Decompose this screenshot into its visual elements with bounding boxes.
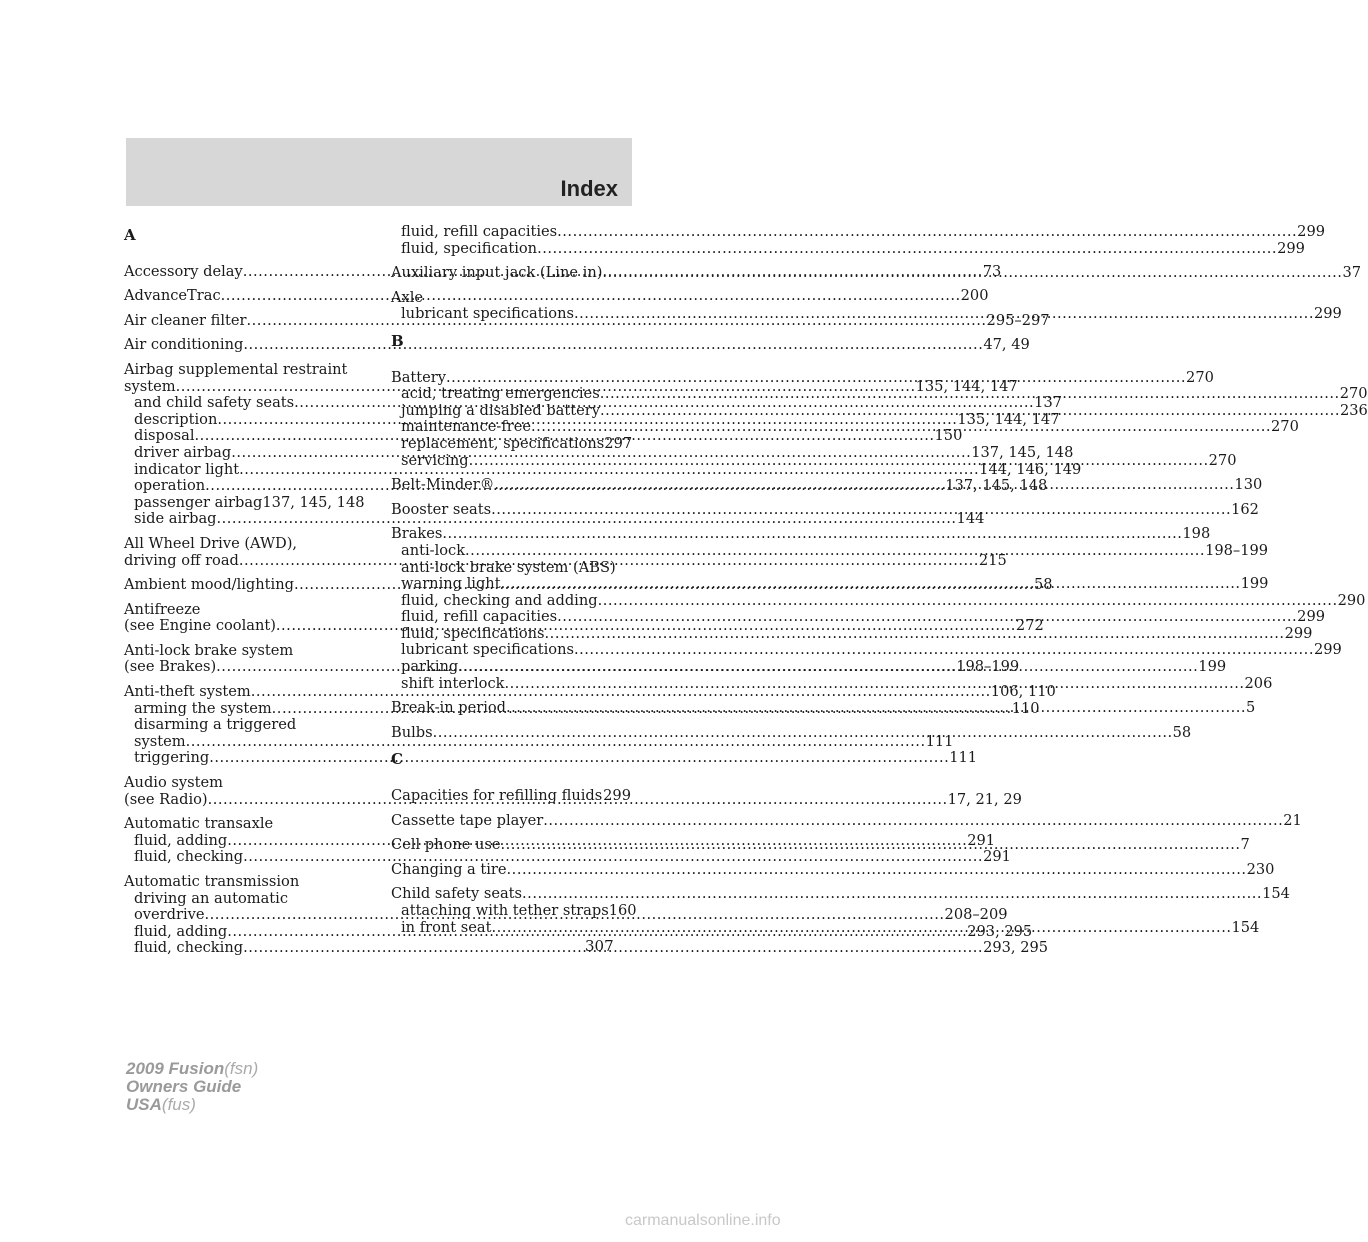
- entry-text: Anti-lock brake system: [124, 641, 294, 659]
- entry-text: servicing: [401, 451, 469, 469]
- entry-text: disposal: [134, 427, 195, 445]
- dot-leader: [531, 419, 1271, 436]
- index-entry-line: [124, 336, 1030, 354]
- entry-page-ref: 270: [1186, 368, 1214, 386]
- entry-page-ref: 137, 145, 148: [971, 443, 1074, 461]
- header-band: [126, 138, 632, 206]
- entry-text: lubricant specifications: [401, 641, 574, 659]
- entry-page-ref: 270: [1271, 418, 1299, 436]
- index-subentry-line: [124, 510, 985, 528]
- entry-text: replacement, specifications: [401, 434, 605, 452]
- index-entry-line: [391, 525, 1211, 543]
- entry-text: Brakes: [391, 525, 443, 543]
- entry-page-ref: 58: [1172, 723, 1192, 741]
- index-subentry-line: [391, 239, 1305, 258]
- index-entry-line: [391, 860, 1275, 879]
- entry-text: Changing a tire: [391, 860, 507, 878]
- dot-leader: [507, 862, 1247, 879]
- dot-leader: [557, 609, 1297, 626]
- index-subentry-line: [124, 495, 364, 512]
- entry-page-ref: 208–209: [944, 906, 1008, 924]
- entry-page-ref: 198–199: [956, 658, 1020, 676]
- index-entry-line: [391, 885, 1290, 903]
- index-entry: [391, 860, 1275, 879]
- entry-text: Battery: [391, 368, 447, 386]
- entry-page-ref: 293, 295: [967, 922, 1033, 940]
- index-subentry-line: [391, 641, 1342, 659]
- entry-page-ref: 198–199: [1205, 541, 1269, 559]
- index-entry-line: [391, 788, 631, 805]
- entry-page-ref: 110: [1011, 699, 1040, 717]
- entry-text: Bulbs: [391, 723, 433, 741]
- entry-page-ref: 137, 145, 148: [262, 493, 365, 511]
- dot-leader: [598, 593, 1338, 610]
- entry-text: indicator light: [134, 460, 240, 478]
- entry-text: Cell phone use: [391, 836, 501, 854]
- index-subentry-line: [124, 848, 1011, 866]
- dot-leader: [458, 659, 1198, 676]
- watermark: carmanualsonline.info: [625, 1212, 781, 1229]
- entry-text: Air conditioning: [124, 336, 244, 354]
- entry-text: Antifreeze: [124, 600, 201, 618]
- entry-text: lubricant specifications: [401, 305, 574, 323]
- dot-leader: [494, 477, 1234, 494]
- dot-leader: [501, 576, 1241, 593]
- entry-text: fluid, refill capacities: [401, 608, 558, 626]
- entry-text: triggering: [134, 749, 210, 767]
- index-letter-heading: C: [391, 750, 403, 769]
- entry-page-ref: 200: [960, 287, 989, 305]
- index-letter-heading: B: [391, 331, 404, 350]
- entry-text: passenger airbag: [134, 493, 263, 511]
- entry-text: side airbag: [134, 510, 217, 528]
- entry-page-ref: 272: [1015, 617, 1044, 635]
- entry-page-ref: 154: [1262, 885, 1290, 903]
- page-title: Index: [560, 176, 618, 201]
- dot-leader: [600, 386, 1340, 403]
- entry-text: parking: [401, 658, 459, 676]
- entry-page-ref: 111: [925, 732, 954, 750]
- dot-leader: [506, 700, 1246, 717]
- entry-text: fluid, checking and adding: [401, 591, 598, 609]
- entry-page-ref: 215: [978, 551, 1007, 569]
- entry-text: system: [134, 732, 186, 750]
- entry-text: acid, treating emergencies: [401, 385, 600, 403]
- index-letter-heading: A: [124, 226, 136, 244]
- entry-text: driver airbag: [134, 443, 232, 461]
- entry-text: Axle: [391, 288, 424, 306]
- entry-text: driving an automatic: [134, 889, 289, 907]
- entry-text: Airbag supplemental restraint: [124, 360, 348, 378]
- entry-text: attaching with tether straps: [401, 902, 609, 919]
- dot-leader: [543, 813, 1283, 830]
- entry-page-ref: 236: [1339, 401, 1368, 419]
- entry-page-ref: 299: [1313, 641, 1342, 659]
- entry-page-ref: 130: [1234, 476, 1263, 494]
- index-entry-line: [391, 811, 1302, 830]
- dot-leader: [442, 526, 1182, 543]
- entry-text: All Wheel Drive (AWD),: [124, 534, 298, 552]
- entry-page-ref: 150: [934, 427, 963, 445]
- dot-leader: [504, 676, 1244, 693]
- entry-text: Capacities for refilling fluids: [391, 787, 603, 805]
- entry-text: Audio system: [124, 774, 223, 792]
- entry-text: Booster seats: [391, 500, 492, 518]
- dot-leader: [545, 626, 1285, 643]
- entry-text: fluid, checking: [134, 848, 244, 866]
- entry-text: jumping a disabled battery: [401, 401, 600, 419]
- entry-page-ref: 144, 146, 149: [979, 460, 1082, 478]
- footer-guide: Owners Guide: [126, 1077, 242, 1096]
- entry-page-ref: 297: [604, 434, 633, 452]
- index-entry-line: [124, 643, 364, 660]
- index-entry-line: [124, 775, 364, 792]
- entry-page-ref: 37: [1342, 264, 1362, 282]
- entry-page-ref: 135, 144, 147: [915, 377, 1018, 395]
- dot-leader: [600, 403, 1340, 420]
- entry-text: Auxiliary input jack (Line in): [391, 264, 603, 282]
- entry-page-ref: 270: [1208, 451, 1237, 469]
- entry-page-ref: 295–297: [986, 311, 1050, 329]
- entry-text: Anti-theft system: [124, 683, 251, 701]
- entry-page-ref: 137, 145, 148: [945, 477, 1048, 495]
- entry-text: Accessory delay: [124, 262, 243, 280]
- footer-market-code: (fus): [161, 1095, 196, 1114]
- entry-text: Belt-Minder®: [391, 476, 495, 494]
- entry-page-ref: 106, 110: [990, 683, 1056, 701]
- entry-text: Ambient mood/lighting: [124, 576, 294, 594]
- entry-page-ref: 17, 21, 29: [947, 790, 1022, 808]
- dot-leader: [469, 453, 1209, 470]
- entry-text: Automatic transaxle: [124, 815, 274, 833]
- index-entry-line: [124, 362, 364, 379]
- entry-text: fluid, specifications: [401, 624, 545, 642]
- footer-model-code: (fsn): [224, 1059, 259, 1078]
- index-subentry-line: [124, 749, 978, 767]
- entry-page-ref: 135, 144, 147: [957, 410, 1060, 428]
- dot-leader: [574, 306, 1314, 323]
- dot-leader: [557, 224, 1297, 241]
- entry-text: Child safety seats: [391, 885, 523, 903]
- entry-text: and child safety seats: [134, 394, 295, 412]
- entry-page-ref: 21: [1283, 811, 1302, 829]
- entry-text: Break-in period: [391, 699, 507, 717]
- entry-text: Automatic transmission: [124, 873, 300, 890]
- index-subentry-line: [391, 560, 631, 577]
- entry-text: operation: [134, 477, 206, 495]
- dot-leader: [537, 241, 1277, 258]
- entry-page-ref: 299: [1297, 223, 1326, 240]
- index-subentry-line: [124, 891, 364, 908]
- entry-text: anti-lock brake system (ABS): [401, 558, 616, 576]
- entry-page-ref: 137: [1034, 394, 1063, 412]
- page-number: 307: [585, 937, 614, 955]
- entry-text: in front seat: [401, 918, 492, 936]
- dot-leader: [602, 262, 1342, 282]
- index-entry-line: [124, 874, 364, 891]
- entry-page-ref: 299: [1313, 305, 1342, 323]
- index-entry: [391, 788, 631, 805]
- index-entry: [124, 336, 1030, 354]
- entry-page-ref: 154: [1231, 918, 1260, 936]
- entry-page-ref: 299: [1297, 608, 1326, 626]
- entry-page-ref: 160: [608, 902, 637, 919]
- index-entry-line: [124, 602, 364, 619]
- entry-page-ref: 58: [1033, 576, 1053, 594]
- entry-page-ref: 230: [1246, 860, 1275, 878]
- footer-model: 2009 Fusion: [126, 1059, 225, 1078]
- entry-page-ref: 299: [603, 787, 631, 805]
- entry-page-ref: 206: [1244, 674, 1273, 692]
- entry-page-ref: 290: [1337, 591, 1366, 609]
- entry-page-ref: 73: [982, 262, 1002, 280]
- index-subentry-line: [124, 717, 364, 734]
- entry-text: (see Brakes): [124, 658, 217, 676]
- entry-text: fluid, specification: [401, 239, 538, 257]
- entry-text: fluid, adding: [134, 922, 228, 940]
- entry-page-ref: 291: [967, 831, 996, 849]
- dot-leader: [446, 370, 1186, 387]
- index-entry: [391, 811, 1302, 830]
- dot-leader: [574, 642, 1314, 659]
- entry-text: disarming a triggered: [134, 716, 297, 734]
- entry-page-ref: 5: [1246, 699, 1256, 717]
- entry-text: warning light: [401, 575, 501, 593]
- entry-page-ref: 162: [1231, 500, 1259, 518]
- dot-leader: [491, 502, 1231, 519]
- entry-page-ref: 198: [1182, 525, 1211, 543]
- entry-text: AdvanceTrac: [124, 287, 221, 305]
- entry-page-ref: 293, 295: [983, 939, 1049, 957]
- index-subentry-line: [391, 223, 1326, 241]
- dot-leader: [465, 543, 1205, 560]
- entry-page-ref: 199: [1198, 658, 1227, 676]
- entry-text: fluid, checking: [134, 939, 244, 957]
- entry-page-ref: 144: [956, 510, 985, 528]
- entry-text: (see Engine coolant): [124, 617, 276, 635]
- entry-text: description: [134, 410, 218, 428]
- entry-page-ref: 7: [1240, 836, 1250, 854]
- index-subentry-line: [391, 591, 1366, 610]
- index-subentry-line: [391, 436, 631, 453]
- entry-text: system: [124, 377, 176, 395]
- entry-page-ref: 47, 49: [983, 336, 1030, 354]
- entry-text: Air cleaner filter: [124, 311, 247, 329]
- entry-text: shift interlock: [401, 674, 505, 692]
- entry-page-ref: 111: [949, 749, 978, 767]
- entry-text: maintenance-free: [401, 418, 531, 436]
- index-entry-line: [124, 816, 364, 833]
- dot-leader: [522, 886, 1262, 903]
- footer-market: USA: [126, 1095, 162, 1114]
- entry-page-ref: 299: [1277, 239, 1305, 257]
- entry-text: fluid, refill capacities: [401, 223, 558, 240]
- index-entry-line: [124, 536, 364, 553]
- index-entry: [391, 223, 1326, 257]
- dot-leader: [433, 725, 1173, 742]
- entry-page-ref: 270: [1339, 385, 1368, 403]
- index-entry-line: [391, 290, 631, 307]
- index-subentry-line: [391, 902, 637, 920]
- entry-text: driving off road: [124, 551, 239, 569]
- entry-text: (see Radio): [124, 790, 208, 808]
- entry-text: overdrive: [134, 906, 205, 924]
- entry-text: anti-lock: [401, 541, 466, 559]
- footer: [126, 1060, 258, 1114]
- entry-text: arming the system: [134, 699, 272, 717]
- entry-page-ref: 299: [1284, 624, 1313, 642]
- entry-text: Cassette tape player: [391, 811, 544, 829]
- entry-page-ref: 199: [1240, 575, 1269, 593]
- dot-leader: [501, 837, 1241, 854]
- dot-leader: [491, 920, 1231, 937]
- entry-text: fluid, adding: [134, 831, 228, 849]
- entry-page-ref: 291: [983, 848, 1011, 866]
